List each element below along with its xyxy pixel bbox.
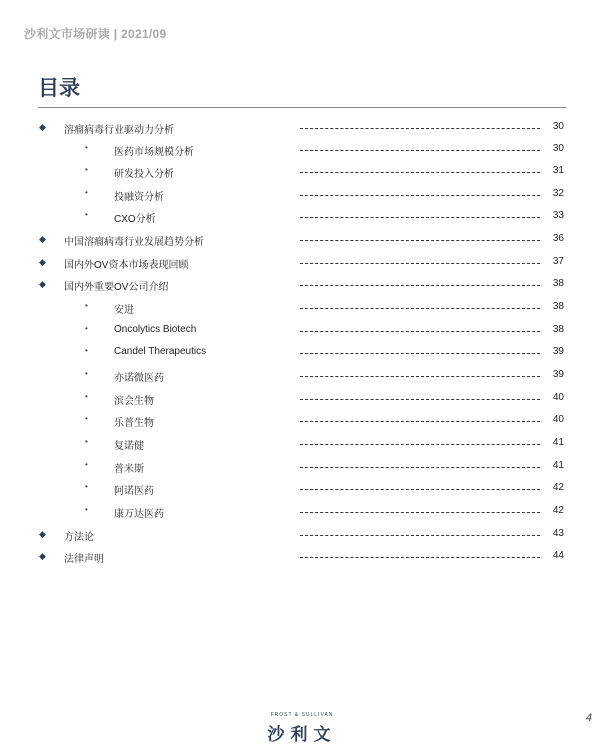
toc-entry-label: 安进 [114,305,134,316]
dotted-leader [300,195,540,196]
dotted-leader [300,489,540,490]
toc-entry-label: 研发投入分析 [114,169,174,180]
toc-entry[interactable] [0,366,602,388]
dotted-leader [300,263,540,264]
title-divider [38,107,566,108]
dotted-leader [300,308,540,309]
toc-entry-page: 42 [552,505,564,516]
dotted-leader [300,421,540,422]
toc-entry-label: 法律声明 [64,554,104,565]
dot-bullet-icon: • [85,505,88,514]
toc-entry-page: 43 [552,528,564,539]
dot-bullet-icon: • [85,482,88,491]
diamond-bullet-icon: ◆ [39,551,46,561]
toc-entry[interactable] [0,207,602,229]
dotted-leader [300,240,540,241]
toc-entry[interactable] [0,253,602,275]
dotted-leader [300,512,540,513]
dot-bullet-icon: • [85,460,88,469]
dotted-leader [300,376,540,377]
toc-entry-label: 普米斯 [114,464,144,475]
toc-entry-label: 方法论 [64,532,94,543]
dotted-leader [300,467,540,468]
logo-chinese-text: 沙利文 [267,725,337,744]
dotted-leader [300,150,540,151]
toc-entry-page: 42 [552,482,564,493]
report-header: 沙利文市场研读 | 2021/09 [24,27,167,41]
toc-entry-label: 溶瘤病毒行业驱动力分析 [64,125,174,136]
toc-entry-page: 37 [552,256,564,267]
dotted-leader [300,444,540,445]
toc-entry-page: 38 [552,301,564,312]
dotted-leader [300,399,540,400]
toc-entry-label: 亦诺微医药 [114,373,164,384]
toc-entry[interactable] [0,275,602,297]
toc-entry-label: Oncolytics Biotech [114,324,197,335]
toc-entry[interactable] [0,457,602,479]
dotted-leader [300,557,540,558]
toc-entry-label: 医药市场规模分析 [114,147,194,158]
toc-entry-page: 41 [552,437,564,448]
dotted-leader [300,172,540,173]
page-title: 目录 [38,77,80,100]
toc-entry[interactable] [0,389,602,411]
toc-entry[interactable] [0,118,602,140]
toc-entry-page: 38 [552,278,564,289]
dotted-leader [300,128,540,129]
toc-entry[interactable] [0,185,602,207]
dotted-leader [300,331,540,332]
dot-bullet-icon: • [85,143,88,152]
toc-entry-page: 40 [552,392,564,403]
diamond-bullet-icon: ◆ [39,279,46,289]
toc-entry-page: 39 [552,346,564,357]
toc-entry-page: 44 [552,550,564,561]
toc-entry-label: 阿诺医药 [114,486,154,497]
toc-entry-page: 32 [552,188,564,199]
toc-entry-page: 31 [552,165,564,176]
toc-entry-page: 30 [552,121,564,132]
toc-entry-label: Candel Therapeutics [114,346,207,357]
toc-entry[interactable] [0,479,602,501]
toc-entry-label: 乐普生物 [114,418,154,429]
dot-bullet-icon: • [85,346,88,355]
toc-entry-page: 33 [552,210,564,221]
toc-entry[interactable] [0,298,602,320]
toc-entry[interactable] [0,321,602,343]
dot-bullet-icon: • [85,437,88,446]
toc-entry-label: 康万达医药 [114,509,164,520]
toc-entry-label: 投融资分析 [114,192,164,203]
toc-entry-label: 国内外OV资本市场表现回顾 [64,260,189,271]
toc-entry-page: 30 [552,143,564,154]
sullivan-logo [262,712,342,745]
toc-entry-label: 滨会生物 [114,396,154,407]
diamond-bullet-icon: ◆ [39,257,46,267]
toc-entry-label: 中国溶瘤病毒行业发展趋势分析 [64,237,204,248]
dot-bullet-icon: • [85,414,88,423]
toc-entry-page: 38 [552,324,564,335]
toc-entry-page: 39 [552,369,564,380]
dot-bullet-icon: • [85,165,88,174]
diamond-bullet-icon: ◆ [39,529,46,539]
dotted-leader [300,217,540,218]
toc-entry-page: 41 [552,460,564,471]
dotted-leader [300,285,540,286]
toc-entry[interactable] [0,411,602,433]
toc-entry[interactable] [0,230,602,252]
toc-entry[interactable] [0,140,602,162]
dot-bullet-icon: • [85,324,88,333]
toc-entry[interactable] [0,547,602,569]
toc-entry[interactable] [0,525,602,547]
dot-bullet-icon: • [85,392,88,401]
toc-entry-label: CXO分析 [114,214,156,225]
diamond-bullet-icon: ◆ [39,234,46,244]
dot-bullet-icon: • [85,210,88,219]
dotted-leader [300,535,540,536]
toc-entry-page: 36 [552,233,564,244]
toc-entry[interactable] [0,434,602,456]
toc-entry-label: 国内外重要OV公司介绍 [64,282,169,293]
dotted-leader [300,353,540,354]
toc-entry-page: 40 [552,414,564,425]
dot-bullet-icon: • [85,188,88,197]
dot-bullet-icon: • [85,369,88,378]
diamond-bullet-icon: ◆ [39,122,46,132]
page-number: 4 [585,712,592,724]
toc-entry-label: 复诺健 [114,441,144,452]
toc-entry[interactable] [0,162,602,184]
dot-bullet-icon: • [85,301,88,310]
toc-entry[interactable] [0,502,602,524]
logo-english-text: FROST & SULLIVAN [270,712,334,718]
toc-entry[interactable] [0,343,602,365]
